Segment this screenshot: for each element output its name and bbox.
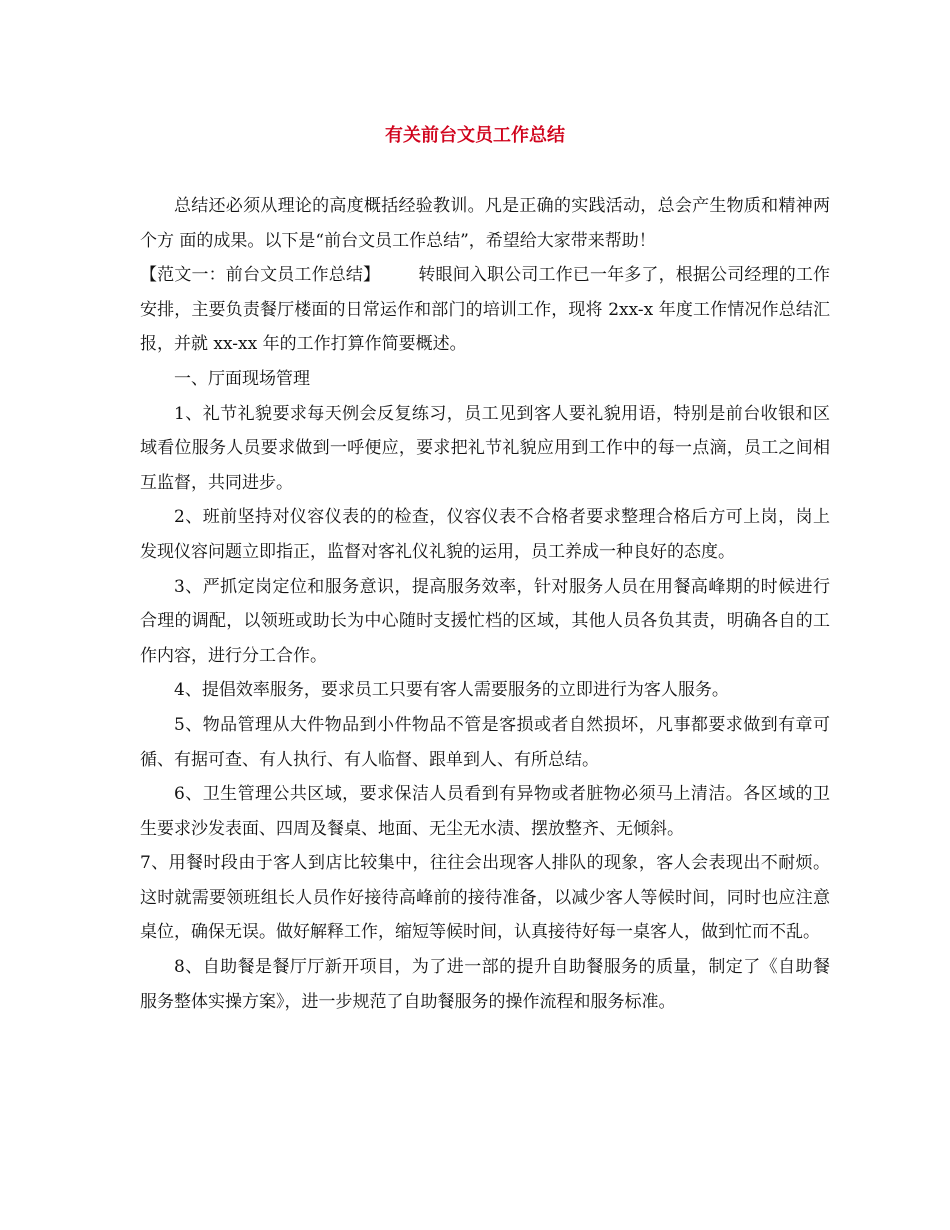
list-item: 5、物品管理从大件物品到小件物品不管是客损或者自然损坏，凡事都要求做到有章可循、有据可查、有人执行、有人临督、跟单到人、有所总结。 <box>140 714 830 770</box>
list-item: 2、班前坚持对仪容仪表的的检查，仪容仪表不合格者要求整理合格后方可上岗，岗上发现仪容问题立即指正，监督对客礼仪礼貌的运用，员工养成一种良好的态度。 <box>140 507 830 562</box>
section-heading: 一、厅面现场管理 <box>174 368 310 389</box>
document-body <box>140 189 830 1019</box>
list-item: 4、提倡效率服务，要求员工只要有客人需要服务的立即进行为客人服务。 <box>174 680 729 701</box>
list-item: 3、严抓定岗定位和服务意识，提高服务效率，针对服务人员在用餐高峰期的时候进行合理的调配，以领班或助长为中心随时支援忙档的区域，其他人员各负其责，明确各自的工作内容，进行分工合作。 <box>140 576 830 666</box>
list-item: 8、自助餐是餐厅厅新开项目，为了进一部的提升自助餐服务的质量，制定了《自助餐服务整体实操方案》，进一步规范了自助餐服务的操作流程和服务标准。 <box>140 957 830 1012</box>
sample-paragraph <box>140 258 830 362</box>
list-item: 6、卫生管理公共区域，要求保洁人员看到有异物或者脏物必须马上清洁。各区域的卫生要求沙发表面、四周及餐桌、地面、无尘无水渍、摆放整齐、无倾斜。 <box>140 784 830 839</box>
list-item: 1、礼节礼貌要求每天例会反复练习，员工见到客人要礼貌用语，特别是前台收银和区域看位服务人员要求做到一呼便应，要求把礼节礼貌应用到工作中的每一点滴，员工之间相互监督，共同进步。 <box>140 403 830 493</box>
document-title: 有关前台文员工作总结 <box>385 125 565 146</box>
list-item: 7、用餐时段由于客人到店比较集中，往往会出现客人排队的现象，客人会表现出不耐烦。这时就需要领班组长人员作好接待高峰前的接待准备，以减少客人等候时间，同时也应注意桌位，确保无误。做好解释工作，缩短等候时间，认真接待好每一桌客人，做到忙而不乱。 <box>140 853 830 943</box>
intro-paragraph: 总结还必须从理论的高度概括经验教训。凡是正确的实践活动，总会产生物质和精神两个方 面的成果。以下是“前台文员工作总结”，希望给大家带来帮助！ <box>140 196 830 251</box>
sample-opening: 转眼间入职公司工作已一年多了，根据公司经理的工作安排，主要负责餐厅楼面的日常运作和部门的培训工作，现将 2xx-x 年度工作情况作总结汇报，并就 xx-xx 年的工作打算作简要概述。 <box>140 265 831 355</box>
sample-heading: 【范文一：前台文员工作总结】 <box>140 265 381 286</box>
